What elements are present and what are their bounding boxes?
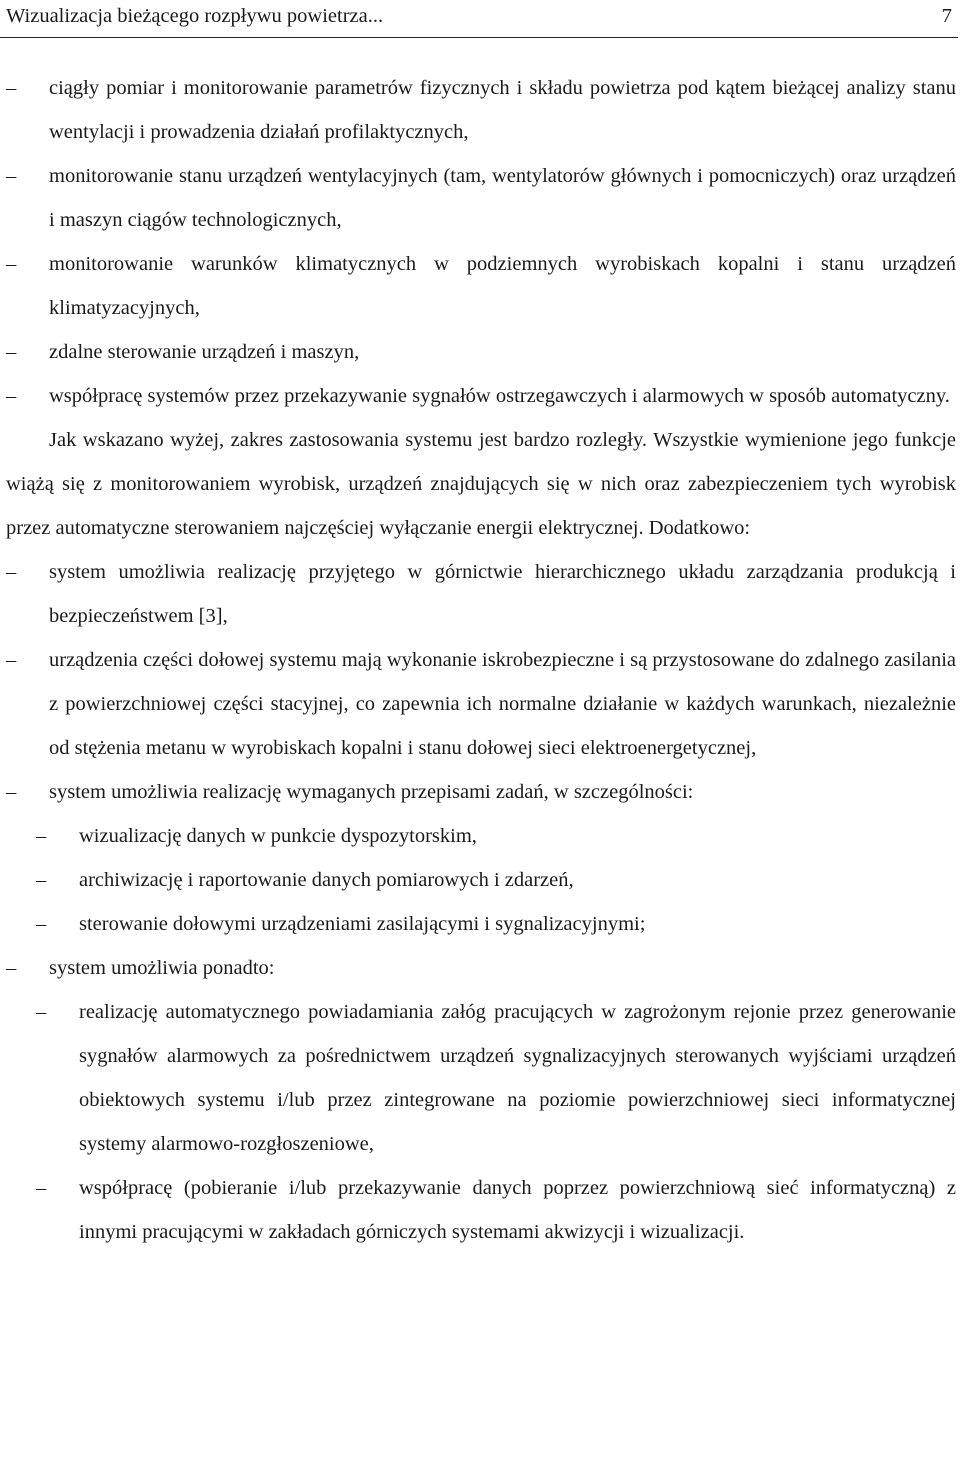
- list-item: [6, 638, 956, 770]
- sub-list-item-text: sterowanie dołowymi urządzeniami zasilającymi i sygnalizacyjnymi;: [79, 913, 646, 935]
- list-item-text: system umożliwia realizację wymaganych przepisami zadań, w szczególności:: [49, 781, 694, 803]
- sub-list-item-text: wizualizację danych w punkcie dyspozytorskim,: [79, 825, 477, 847]
- sub-list-item-text: współpracę (pobieranie i/lub przekazywanie danych poprzez powierzchniową sieć informatyczną) z innymi pracującymi w zakładach górniczych systemami akwizycji i wizualizacji.: [79, 1177, 956, 1243]
- dash-bullet: –: [6, 649, 17, 671]
- running-header: [0, 0, 958, 38]
- list-item: [6, 770, 956, 814]
- dash-bullet: –: [36, 1001, 47, 1023]
- dash-bullet: –: [6, 781, 17, 803]
- list-item-text: system umożliwia realizację przyjętego w górnictwie hierarchicznego układu zarządzania produkcją i bezpieczeństwem [3],: [49, 561, 956, 627]
- list-item-text: urządzenia części dołowej systemu mają wykonanie iskrobezpieczne i są przystosowane do zdalnego zasilania z powierzchniowej części stacyjnej, co zapewnia ich normalne działanie w każdych warunkach, niezależnie od stężenia metanu w wyrobiskach kopalni i stanu dołowej sieci elektroenergetycznej,: [49, 649, 956, 759]
- sub-list-item: [6, 814, 956, 858]
- page-number: 7: [941, 5, 952, 27]
- list-item: [6, 550, 956, 638]
- dash-bullet: –: [6, 385, 17, 407]
- sub-list-item-text: realizację automatycznego powiadamiania załóg pracujących w zagrożonym rejonie przez generowanie sygnałów alarmowych za pośrednictwem urządzeń sygnalizacyjnych sterowanych wyjściami urządzeń obiektowych systemu i/lub przez zintegrowane na poziomie powierzchniowej sieci informatycznej systemy alarmowo-rozgłoszeniowe,: [79, 1001, 956, 1155]
- dash-bullet: –: [36, 1177, 47, 1199]
- list-item-text: ciągły pomiar i monitorowanie parametrów fizycznych i składu powietrza pod kątem bieżącej analizy stanu wentylacji i prowadzenia działań profilaktycznych,: [49, 77, 956, 143]
- dash-bullet: –: [6, 341, 17, 363]
- list-item: [6, 330, 956, 374]
- list-item-text: monitorowanie stanu urządzeń wentylacyjnych (tam, wentylatorów głównych i pomocniczych) oraz urządzeń i maszyn ciągów technologicznych,: [49, 165, 956, 231]
- list-item: [6, 946, 956, 990]
- dash-bullet: –: [6, 561, 17, 583]
- dash-bullet: –: [6, 165, 17, 187]
- dash-bullet: –: [36, 913, 47, 935]
- list-item: [6, 374, 956, 418]
- sub-list-item: [6, 990, 956, 1166]
- sub-list-item: [6, 902, 956, 946]
- list-item-text: współpracę systemów przez przekazywanie sygnałów ostrzegawczych i alarmowych w sposób automatyczny.: [49, 385, 950, 407]
- body-paragraph: Jak wskazano wyżej, zakres zastosowania systemu jest bardzo rozległy. Wszystkie wymienione jego funkcje wiążą się z monitorowaniem wyrobisk, urządzeń znajdujących się w nich oraz zabezpieczeniem tych wyrobisk przez automatyczne sterowaniem najczęściej wyłączanie energii elektrycznej. Dodatkowo:: [6, 429, 956, 539]
- dash-bullet: –: [36, 825, 47, 847]
- dash-bullet: –: [36, 869, 47, 891]
- sub-list-item: [6, 1166, 956, 1254]
- list-item-text: zdalne sterowanie urządzeń i maszyn,: [49, 341, 360, 363]
- dash-bullet: –: [6, 77, 17, 99]
- list-item: [6, 66, 956, 154]
- list-item-text: monitorowanie warunków klimatycznych w podziemnych wyrobiskach kopalni i stanu urządzeń klimatyzacyjnych,: [49, 253, 956, 319]
- sub-list-item: [6, 858, 956, 902]
- list-item: [6, 242, 956, 330]
- dash-bullet: –: [6, 253, 17, 275]
- sub-list-item-text: archiwizację i raportowanie danych pomiarowych i zdarzeń,: [79, 869, 574, 891]
- body-text: [6, 66, 956, 1254]
- header-title: Wizualizacja bieżącego rozpływu powietrza...: [6, 5, 384, 27]
- list-item-text: system umożliwia ponadto:: [49, 957, 275, 979]
- list-item: [6, 154, 956, 242]
- dash-bullet: –: [6, 957, 17, 979]
